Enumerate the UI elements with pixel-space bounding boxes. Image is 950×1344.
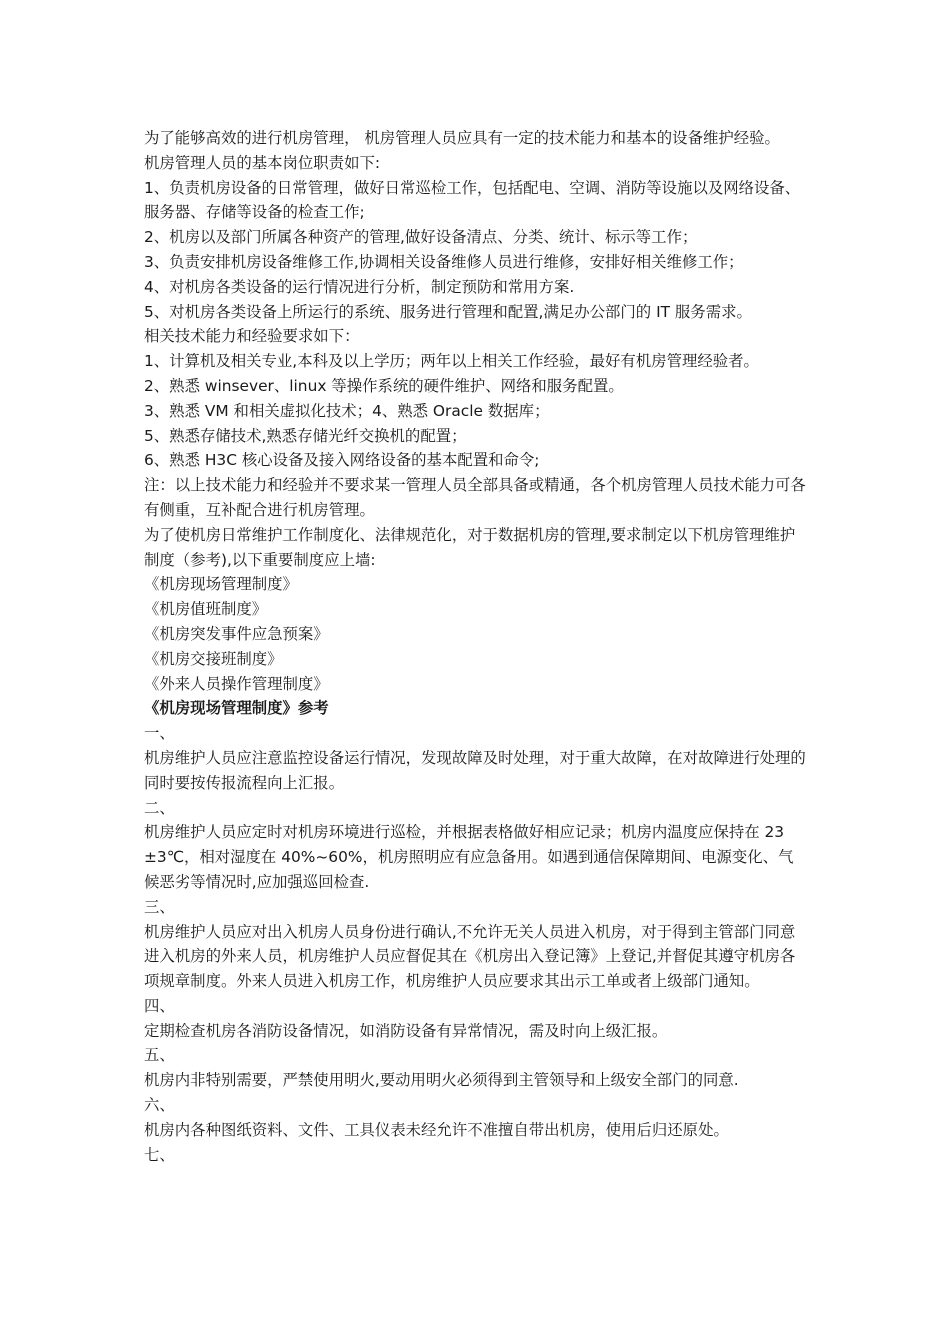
intro-paragraph: 为了能够高效的进行机房管理， 机房管理人员应具有一定的技术能力和基本的设备维护经验。 [144,129,780,147]
requirement-item-2: 2、熟悉 winsever、linux 等操作系统的硬件维护、网络和服务配置。 [144,376,624,395]
document-body [144,126,808,1167]
clause-number-5: 五、 [144,1046,175,1065]
requirement-item-3-4: 3、熟悉 VM 和相关虚拟化技术；4、熟悉 Oracle 数据库； [144,401,550,420]
regulation-title-1: 《机房现场管理制度》 [144,575,298,594]
section-heading: 《机房现场管理制度》参考 [144,699,329,718]
duties-heading: 机房管理人员的基本岗位职责如下: [144,153,381,172]
requirements-heading: 相关技术能力和经验要求如下： [144,327,360,346]
regulation-title-2: 《机房值班制度》 [144,600,268,619]
clause-text-3: 机房维护人员应对出入机房人员身份进行确认,不允许无关人员进入机房，对于得到主管部门同意进入机房的外来人员，机房维护人员应督促其在《机房出入登记簿》上登记,并督促其遵守机房各项规章制度。外来人员进入机房工作，机房维护人员应要求其出示工单或者上级部门通知。 [144,922,796,991]
clause-number-4: 四、 [144,996,175,1015]
clause-number-6: 六、 [144,1096,175,1115]
clause-text-1: 机房维护人员应注意监控设备运行情况，发现故障及时处理，对于重大故障，在对故障进行处理的同时要按传报流程向上汇报。 [144,748,806,792]
regulations-intro: 为了使机房日常维护工作制度化、法律规范化，对于数据机房的管理,要求制定以下机房管理维护制度（参考),以下重要制度应上墙: [144,525,796,569]
requirement-item-6: 6、熟悉 H3C 核心设备及接入网络设备的基本配置和命令; [144,451,540,470]
regulation-title-3: 《机房突发事件应急预案》 [144,624,329,643]
requirement-item-1: 1、计算机及相关专业,本科及以上学历；两年以上相关工作经验，最好有机房管理经验者。 [144,352,759,371]
duty-item-4: 4、对机房各类设备的运行情况进行分析，制定预防和常用方案. [144,277,575,296]
duty-item-5: 5、对机房各类设备上所运行的系统、服务进行管理和配置,满足办公部门的 IT 服务需求。 [144,302,752,321]
clause-text-4: 定期检查机房各消防设备情况，如消防设备有异常情况，需及时向上级汇报。 [144,1021,668,1040]
clause-number-7: 七、 [144,1145,175,1164]
duty-item-2: 2、机房以及部门所属各种资产的管理,做好设备清点、分类、统计、标示等工作； [144,228,698,247]
note-paragraph: 注：以上技术能力和经验并不要求某一管理人员全部具备或精通，各个机房管理人员技术能力可各有侧重，互补配合进行机房管理。 [144,476,806,519]
clause-text-6: 机房内各种图纸资料、文件、工具仪表未经允许不准擅自带出机房，使用后归还原处。 [144,1120,729,1139]
duty-item-3: 3、负责安排机房设备维修工作,协调相关设备维修人员进行维修，安排好相关维修工作； [144,252,744,271]
duty-item-1: 1、负责机房设备的日常管理，做好日常巡检工作，包括配电、空调、消防等设施以及网络设备、服务器、存储等设备的检查工作; [144,178,801,222]
clause-number-1: 一、 [144,724,175,743]
clause-text-2: 机房维护人员应定时对机房环境进行巡检，并根据表格做好相应记录；机房内温度应保持在 23±3℃，相对湿度在 40%~60%，机房照明应有应急备用。如遇到通信保障期间、电源变化、气候恶劣等情况时,应加强巡回检查. [144,823,794,891]
clause-text-5: 机房内非特别需要，严禁使用明火,要动用明火必须得到主管领导和上级安全部门的同意. [144,1071,739,1090]
regulation-title-4: 《机房交接班制度》 [144,649,283,668]
requirement-item-5: 5、熟悉存储技术,熟悉存储光纤交换机的配置； [144,426,467,445]
clause-number-2: 二、 [144,798,175,817]
regulation-title-5: 《外来人员操作管理制度》 [144,674,329,693]
clause-number-3: 三、 [144,897,175,916]
